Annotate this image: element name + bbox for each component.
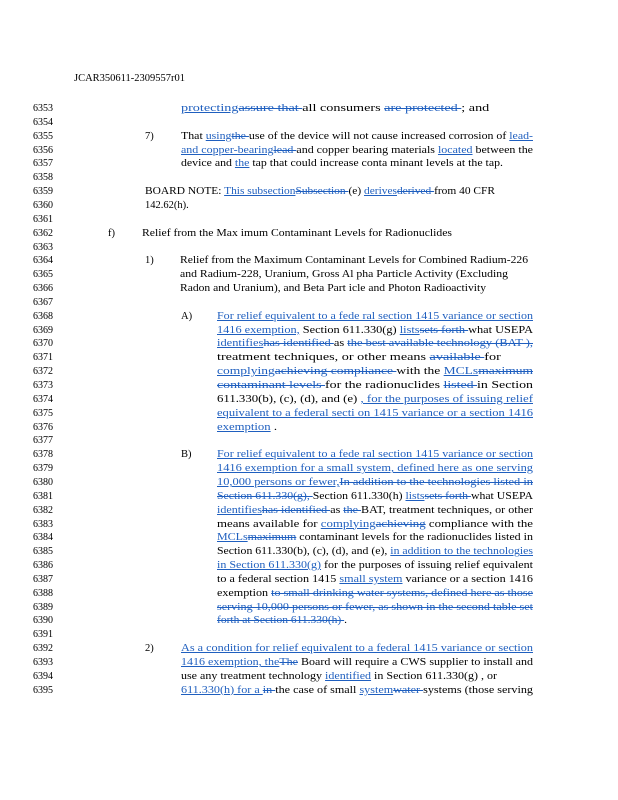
inserted-text: identified bbox=[325, 670, 372, 682]
text-run: in Section bbox=[477, 380, 533, 391]
text-line bbox=[145, 186, 495, 198]
text-line bbox=[181, 158, 503, 170]
text-run: ; and bbox=[461, 103, 490, 114]
inserted-text: identifies bbox=[217, 504, 262, 516]
inserted-text: small system bbox=[339, 573, 403, 585]
text-run: BAT, treatment techniques, or other bbox=[361, 504, 533, 516]
line-number: 6384 bbox=[33, 532, 53, 544]
line-number: 6367 bbox=[33, 296, 53, 308]
inserted-text: 611.330(h) for a bbox=[181, 684, 263, 696]
item-label: f) bbox=[108, 227, 115, 239]
text-run: what USEPA bbox=[470, 490, 533, 502]
text-run: Relief from the Max imum Contaminant Levels for Radionuclides bbox=[142, 227, 452, 239]
deleted-text: sets forth bbox=[419, 324, 469, 336]
text-line bbox=[217, 574, 533, 586]
text-line bbox=[180, 269, 508, 281]
text-run: use any treatment technology bbox=[181, 670, 326, 682]
line-number: 6381 bbox=[33, 490, 53, 502]
text-line bbox=[217, 352, 501, 364]
line-number: 6363 bbox=[33, 241, 53, 253]
text-run: 142.62(h). bbox=[145, 199, 189, 211]
inserted-text: MCLs bbox=[217, 532, 248, 544]
text-line bbox=[217, 422, 277, 434]
deleted-text: the bbox=[343, 504, 362, 516]
deleted-text: maximum bbox=[478, 366, 533, 378]
text-line bbox=[181, 103, 489, 115]
line-number: 6357 bbox=[33, 158, 53, 170]
text-line bbox=[217, 602, 533, 614]
text-run: (e) bbox=[348, 186, 364, 198]
line-number: 6390 bbox=[33, 615, 53, 627]
line-number: 6369 bbox=[33, 324, 53, 336]
deleted-text: lead bbox=[273, 144, 297, 156]
inserted-text: 1416 exemption for a small system, defined here as one serving bbox=[217, 463, 533, 475]
inserted-text: in Section 611.330(g) bbox=[217, 560, 322, 572]
text-line bbox=[142, 228, 452, 240]
text-run: tap that could increase conta minant levels at the tap. bbox=[249, 158, 503, 170]
text-run: BOARD NOTE: bbox=[145, 186, 225, 198]
line-number: 6355 bbox=[33, 130, 53, 142]
inserted-text: , for the purposes of issuing relief bbox=[360, 393, 533, 405]
inserted-text: complying bbox=[217, 366, 275, 378]
text-line bbox=[217, 311, 533, 323]
inserted-text: protecting bbox=[181, 103, 239, 114]
text-line bbox=[181, 671, 497, 683]
text-run: . bbox=[270, 421, 277, 433]
text-line bbox=[181, 145, 533, 157]
text-run: means available for bbox=[217, 518, 321, 530]
deleted-text: listed bbox=[443, 380, 478, 391]
text-line bbox=[217, 408, 533, 420]
deleted-text: has identified bbox=[263, 338, 334, 350]
text-line bbox=[217, 491, 533, 503]
line-number: 6365 bbox=[33, 269, 53, 281]
deleted-text: contaminant levels bbox=[217, 380, 326, 391]
text-run: for the radionuclides bbox=[325, 380, 444, 391]
inserted-text: using bbox=[205, 130, 232, 142]
text-run: Section 611.330(b), (c), (d), and (e), bbox=[217, 546, 391, 558]
line-number: 6356 bbox=[33, 144, 53, 156]
text-run: . bbox=[344, 615, 347, 627]
text-line bbox=[217, 477, 533, 489]
deleted-text: sets forth bbox=[424, 490, 471, 502]
inserted-text: equivalent to a federal secti on 1415 variance or a section 1416 bbox=[217, 407, 533, 419]
text-run: device and bbox=[181, 158, 235, 170]
text-line bbox=[217, 366, 533, 378]
inserted-text: the bbox=[234, 158, 250, 170]
deleted-text: that bbox=[277, 103, 303, 114]
line-number: 6386 bbox=[33, 560, 53, 572]
text-line bbox=[180, 255, 528, 267]
text-run: systems (those serving bbox=[423, 684, 533, 696]
text-line bbox=[217, 463, 533, 475]
text-run: with the bbox=[396, 366, 444, 378]
inserted-text: system bbox=[359, 684, 394, 696]
text-line bbox=[217, 560, 533, 572]
inserted-text: For relief equivalent to a fede ral section 1415 variance or section bbox=[217, 310, 533, 322]
line-number: 6395 bbox=[33, 684, 53, 696]
inserted-text: For relief equivalent to a fede ral section 1415 variance or section bbox=[217, 449, 533, 461]
text-line bbox=[217, 380, 533, 392]
deleted-text: assure bbox=[238, 103, 278, 114]
text-line bbox=[181, 657, 533, 669]
text-line bbox=[217, 505, 533, 517]
deleted-text: achieving bbox=[375, 518, 426, 530]
line-number: 6383 bbox=[33, 518, 53, 530]
item-label: 2) bbox=[145, 643, 154, 655]
deleted-text: The bbox=[279, 657, 298, 668]
line-number: 6391 bbox=[33, 629, 53, 641]
line-number: 6380 bbox=[33, 476, 53, 488]
item-label: B) bbox=[181, 449, 192, 461]
line-number: 6366 bbox=[33, 283, 53, 295]
inserted-text: complying bbox=[320, 518, 376, 530]
line-number: 6374 bbox=[33, 393, 53, 405]
text-line bbox=[217, 532, 533, 544]
line-number: 6371 bbox=[33, 352, 53, 364]
inserted-text: in addition to the technologies bbox=[390, 546, 533, 558]
inserted-text: 1416 exemption, bbox=[217, 324, 300, 336]
line-number: 6360 bbox=[33, 199, 53, 211]
text-run: for the purposes of issuing relief equivalent bbox=[321, 560, 533, 572]
line-number: 6378 bbox=[33, 449, 53, 461]
text-run: Section 611.330(g) bbox=[299, 324, 400, 336]
text-line bbox=[217, 449, 533, 461]
text-run: as bbox=[333, 338, 348, 350]
deleted-text: to small drinking water systems, defined here as those bbox=[271, 587, 533, 599]
text-line bbox=[217, 519, 533, 531]
line-number: 6361 bbox=[33, 213, 53, 225]
deleted-text: forth at Section 611.330(h) bbox=[217, 615, 345, 627]
text-line bbox=[217, 588, 533, 600]
inserted-text: identifies bbox=[217, 338, 264, 350]
inserted-text: located bbox=[437, 144, 473, 156]
inserted-text: lists bbox=[405, 490, 425, 502]
line-number: 6388 bbox=[33, 587, 53, 599]
deleted-text: the bbox=[231, 130, 249, 142]
text-line bbox=[217, 338, 533, 350]
text-run: all consumers bbox=[302, 103, 385, 114]
inserted-text: exemption bbox=[217, 421, 271, 433]
item-label: 7) bbox=[145, 130, 154, 142]
text-run: as bbox=[330, 504, 344, 516]
text-run: use of the device will not cause increased corrosion of bbox=[248, 130, 510, 142]
line-number: 6364 bbox=[33, 255, 53, 267]
text-run: for bbox=[484, 352, 501, 364]
text-run: compliance with the bbox=[425, 518, 533, 530]
line-number: 6394 bbox=[33, 670, 53, 682]
line-number: 6353 bbox=[33, 103, 53, 114]
line-number: 6376 bbox=[33, 421, 53, 433]
line-number: 6362 bbox=[33, 227, 53, 239]
text-run: contaminant levels for the radionuclides listed in bbox=[296, 532, 533, 544]
deleted-text: has identified bbox=[261, 504, 331, 516]
inserted-text: This subsection bbox=[224, 186, 296, 198]
text-run: Board will require a CWS supplier to install and bbox=[297, 657, 533, 668]
text-run: the case of small bbox=[275, 684, 360, 696]
deleted-text: Subsection bbox=[295, 186, 349, 198]
line-number: 6377 bbox=[33, 435, 53, 447]
deleted-text: In addition to the technologies listed in bbox=[339, 476, 533, 488]
text-run: from 40 CFR bbox=[434, 186, 495, 198]
text-line bbox=[181, 131, 533, 143]
line-number: 6373 bbox=[33, 380, 53, 391]
deleted-text: water bbox=[393, 684, 424, 696]
deleted-text: Section 611.330(g), bbox=[217, 490, 313, 502]
text-run: Radon and Uranium), and Beta Part icle and Photon Radioactivity bbox=[180, 283, 486, 295]
item-label: 1) bbox=[145, 255, 154, 267]
line-number: 6359 bbox=[33, 186, 53, 198]
line-number: 6385 bbox=[33, 546, 53, 558]
inserted-text: 10,000 persons or fewer, bbox=[217, 476, 340, 488]
document-id: JCAR350611-2309557r01 bbox=[74, 73, 186, 84]
line-number: 6392 bbox=[33, 643, 53, 655]
line-number: 6372 bbox=[33, 366, 53, 378]
deleted-text: serving 10,000 persons or fewer, as shown in the second table set bbox=[217, 601, 533, 613]
line-number: 6389 bbox=[33, 601, 53, 613]
text-run: to a federal section 1415 bbox=[217, 573, 340, 585]
line-number: 6354 bbox=[33, 116, 53, 128]
text-run: in Section 611.330(g) , or bbox=[371, 670, 497, 682]
inserted-text: lists bbox=[399, 324, 420, 336]
line-number: 6370 bbox=[33, 338, 53, 350]
text-run: what USEPA bbox=[468, 324, 533, 336]
inserted-text: As a condition for relief equivalent to a federal 1415 variance or section bbox=[181, 643, 533, 655]
inserted-text: derives bbox=[363, 186, 397, 198]
deleted-text: maximum bbox=[247, 532, 297, 544]
inserted-text: lead- bbox=[509, 130, 533, 142]
inserted-text: MCLs bbox=[443, 366, 479, 378]
text-run: That bbox=[181, 130, 206, 142]
deleted-text: are protected bbox=[384, 103, 462, 114]
text-line bbox=[217, 394, 533, 406]
text-run: and copper bearing materials bbox=[296, 144, 438, 156]
deleted-text: the best available technology (BAT ), bbox=[347, 338, 533, 350]
text-line bbox=[181, 685, 533, 697]
text-run: Relief from the Maximum Contaminant Levels for Combined Radium-226 bbox=[180, 255, 528, 267]
text-line bbox=[145, 200, 189, 212]
text-run: 611.330(b), (c), (d), and (e) bbox=[217, 393, 361, 405]
text-line bbox=[217, 546, 533, 558]
line-number: 6379 bbox=[33, 463, 53, 475]
text-line bbox=[181, 643, 533, 655]
line-number: 6393 bbox=[33, 657, 53, 668]
text-line bbox=[217, 325, 533, 337]
text-run: treatment techniques, or other means bbox=[217, 352, 430, 364]
text-run: Section 611.330(h) bbox=[312, 490, 406, 502]
inserted-text: 1416 exemption, the bbox=[181, 657, 280, 668]
text-run: and Radium-228, Uranium, Gross Al pha Particle Activity (Excluding bbox=[180, 269, 508, 281]
deleted-text: achieving compliance bbox=[274, 366, 397, 378]
line-number: 6358 bbox=[33, 172, 53, 184]
deleted-text: available bbox=[429, 352, 485, 364]
text-line bbox=[217, 615, 347, 627]
text-run: exemption bbox=[217, 587, 272, 599]
deleted-text: derived bbox=[396, 186, 435, 198]
text-run: between the bbox=[472, 144, 533, 156]
inserted-text: and copper-bearing bbox=[181, 144, 274, 156]
line-number: 6375 bbox=[33, 407, 53, 419]
item-label: A) bbox=[181, 310, 193, 322]
text-run: variance or a section 1416 bbox=[402, 573, 533, 585]
deleted-text: in bbox=[262, 684, 276, 696]
line-number: 6382 bbox=[33, 504, 53, 516]
line-number: 6368 bbox=[33, 310, 53, 322]
text-line bbox=[180, 283, 486, 295]
line-number: 6387 bbox=[33, 573, 53, 585]
